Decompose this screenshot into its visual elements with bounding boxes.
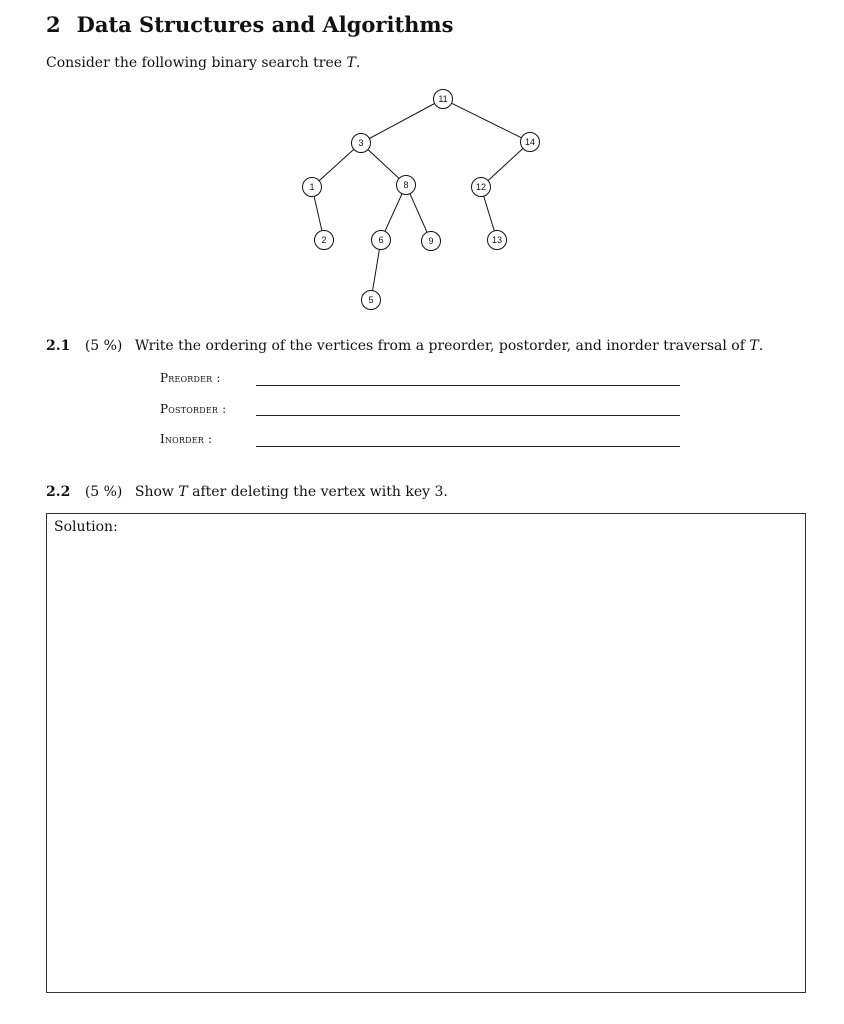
tree-node-key: 12 [475, 181, 487, 192]
binary-search-tree-figure [290, 85, 560, 320]
section-number: 2 [46, 12, 61, 37]
tree-edge-6-5 [373, 249, 380, 290]
tree-node-12 [472, 178, 491, 197]
tree-edge-11-14 [452, 103, 522, 138]
question-number: 2.1 [46, 338, 71, 354]
question-points: (5 %) [84, 338, 123, 354]
tree-edge-1-2 [314, 196, 322, 230]
tree-node-13 [488, 231, 507, 250]
question-period: . [758, 338, 764, 354]
intro-paragraph [46, 55, 360, 71]
preorder-answer-line[interactable] [256, 385, 680, 386]
tree-node-key: 14 [524, 136, 536, 147]
question-2-2 [46, 484, 448, 500]
tree-node-14 [521, 133, 540, 152]
tree-edge-14-12 [488, 148, 523, 180]
section-title: Data Structures and Algorithms [76, 12, 454, 37]
section-heading [46, 12, 453, 37]
tree-node-9 [422, 232, 441, 251]
postorder-answer-line[interactable] [256, 415, 680, 416]
question-2-1 [46, 338, 763, 354]
tree-node-key: 9 [428, 235, 434, 246]
intro-variable: T [346, 55, 356, 71]
preorder-label: Preorder : [160, 371, 221, 385]
tree-edges [314, 103, 523, 290]
tree-edge-3-8 [368, 150, 399, 179]
question-text-after: after deleting the vertex with key 3. [192, 484, 448, 500]
intro-period: . [355, 55, 361, 71]
tree-node-key: 5 [368, 294, 374, 305]
question-variable: T [749, 338, 759, 354]
tree-edge-8-6 [385, 194, 402, 232]
inorder-label: Inorder : [160, 432, 213, 446]
tree-edge-11-3 [369, 104, 434, 139]
tree-node-2 [315, 231, 334, 250]
tree-node-3 [352, 134, 371, 153]
tree-node-key: 6 [378, 234, 384, 245]
tree-edge-3-1 [319, 149, 354, 180]
question-points: (5 %) [84, 484, 123, 500]
inorder-answer-line[interactable] [256, 446, 680, 447]
postorder-label: Postorder : [160, 402, 227, 416]
tree-node-8 [397, 176, 416, 195]
tree-node-1 [303, 178, 322, 197]
tree-node-key: 13 [491, 234, 503, 245]
tree-edge-12-13 [484, 196, 495, 231]
tree-nodes [303, 90, 540, 310]
tree-node-11 [434, 90, 453, 109]
tree-node-5 [362, 291, 381, 310]
tree-node-key: 2 [321, 234, 327, 245]
intro-text: Consider the following binary search tree [46, 55, 343, 71]
question-text: Write the ordering of the vertices from a preorder, postorder, and inorder traversal of [134, 338, 745, 354]
tree-edge-8-9 [410, 194, 427, 233]
tree-node-key: 11 [438, 93, 448, 104]
solution-box[interactable] [46, 513, 806, 993]
tree-node-key: 1 [309, 181, 315, 192]
tree-node-6 [372, 231, 391, 250]
tree-node-key: 8 [403, 179, 409, 190]
question-text-before: Show [134, 484, 174, 500]
solution-label: Solution: [54, 519, 118, 535]
tree-node-key: 3 [358, 137, 364, 148]
question-number: 2.2 [46, 484, 71, 500]
question-variable: T [178, 484, 188, 500]
